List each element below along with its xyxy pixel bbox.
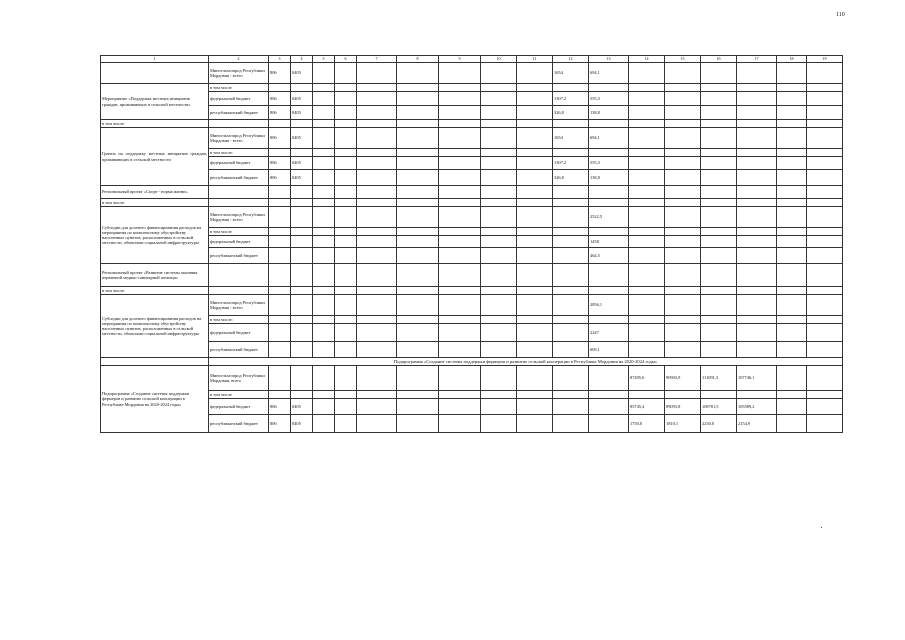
section-row: [101, 358, 843, 366]
table-row: [101, 157, 843, 170]
cell-value: 90903,9: [665, 366, 701, 391]
table-row: [101, 248, 843, 264]
cell-value: 1654: [553, 128, 589, 149]
cell-source: Минсельхозпрод Республики Мордовия - всего: [209, 63, 269, 84]
cell-value: 694,1: [589, 128, 629, 149]
cell-code: 0405: [291, 128, 313, 149]
header-cell: 2: [209, 56, 269, 63]
header-cell: 12: [553, 56, 589, 63]
page-number: 110: [836, 12, 845, 18]
cell-source: Минсельхозпрод Республики Мордовия - всего: [209, 295, 269, 316]
table-row: [101, 120, 843, 128]
cell-value: 1458: [589, 236, 629, 248]
cell-source: федеральный бюджет: [209, 92, 269, 106]
cell-value: 555,3: [589, 157, 629, 170]
header-cell: 5: [313, 56, 335, 63]
header-cell: 18: [777, 56, 807, 63]
cell-source: федеральный бюджет: [209, 324, 269, 342]
cell-description: Подпрограмма «Создание системы поддержки фермеров и развитие сельской кооперации в Республике Мордовия на 2020-2024 годы»: [101, 366, 209, 433]
cell-value: 464,5: [589, 248, 629, 264]
cell-value: 87495,6: [629, 366, 665, 391]
cell-value: 609,1: [589, 342, 629, 358]
cell-source: Минсельхозпрод Республики Мордовия - всего: [209, 207, 269, 228]
cell-value: 138,8: [589, 170, 629, 186]
cell-code: 806: [269, 63, 291, 84]
table-row: [101, 84, 843, 92]
table-row: [101, 287, 843, 295]
cell-value: 108781,5: [701, 399, 737, 415]
table-row: [101, 391, 843, 399]
header-cell: 14: [629, 56, 665, 63]
table-row: [101, 324, 843, 342]
cell-source: республиканский бюджет: [209, 106, 269, 120]
cell-source: республиканский бюджет: [209, 415, 269, 433]
cell-value: 326,8: [553, 106, 589, 120]
header-cell: 19: [807, 56, 843, 63]
cell-value: 694,1: [589, 63, 629, 84]
table-row: [101, 236, 843, 248]
cell-source: республиканский бюджет: [209, 170, 269, 186]
cell-value: 2522,5: [589, 207, 629, 228]
header-cell: 11: [517, 56, 553, 63]
cell-code: 0405: [291, 92, 313, 106]
cell-source: федеральный бюджет: [209, 236, 269, 248]
cell-source: федеральный бюджет: [209, 399, 269, 415]
header-cell: 17: [737, 56, 777, 63]
table-row: [101, 106, 843, 120]
header-row: [101, 56, 843, 63]
cell-code: 0405: [291, 106, 313, 120]
table-row: [101, 399, 843, 415]
table-row: [101, 228, 843, 236]
cell-source: в том числе: [209, 391, 269, 399]
cell-code: 806: [269, 128, 291, 149]
cell-description: Субсидии для долевого финансирования расходов на мероприятия по комплексному обустройству населенных пунктов, расположенных в сельской местности, объектами социальной инфраструктуры: [101, 207, 209, 264]
cell-source: в том числе:: [209, 316, 269, 324]
header-cell: 4: [291, 56, 313, 63]
cell-value: 1307,2: [553, 157, 589, 170]
header-cell: 9: [439, 56, 481, 63]
cell-value: 1307,2: [553, 92, 589, 106]
cell-description: в том числе:: [101, 120, 209, 128]
cell-source: в том числе:: [209, 149, 269, 157]
table-row: [101, 128, 843, 149]
cell-description: Региональный проект «Спорт - норма жизни»: [101, 186, 209, 199]
cell-value: 2230,0: [701, 415, 737, 433]
cell-code: 0405: [291, 399, 313, 415]
cell-source: Минсельхозпрод Республики Мордовия, всего: [209, 366, 269, 391]
cell-value: 1750,0: [629, 415, 665, 433]
cell-code: 806: [269, 157, 291, 170]
cell-code: 0405: [291, 63, 313, 84]
table-row: [101, 342, 843, 358]
table-row: [101, 207, 843, 228]
cell-code: 806: [269, 106, 291, 120]
table-row: [101, 415, 843, 433]
cell-source: Минсельхозпрод Республики Мордовия - всего: [209, 128, 269, 149]
header-cell: 3: [269, 56, 291, 63]
table-row: [101, 366, 843, 391]
cell-code: 806: [269, 415, 291, 433]
table-row: [101, 63, 843, 84]
cell-code: 806: [269, 170, 291, 186]
cell-value: 89093,8: [665, 399, 701, 415]
budget-table: [100, 55, 843, 433]
cell-value: 555,3: [589, 92, 629, 106]
table-row: [101, 186, 843, 199]
cell-value: 2154,9: [737, 415, 777, 433]
cell-value: 2247: [589, 324, 629, 342]
table-row: [101, 149, 843, 157]
cell-description: Гранты на поддержку местных инициатив граждан, проживающих в сельской местности: [101, 128, 209, 186]
cell-source: республиканский бюджет: [209, 248, 269, 264]
cell-value: 105589,2: [737, 399, 777, 415]
table-row: [101, 264, 843, 287]
header-cell: 13: [589, 56, 629, 63]
speck-mark: [821, 527, 822, 528]
cell-code: 0405: [291, 415, 313, 433]
header-cell: 6: [335, 56, 357, 63]
cell-value: 138,8: [589, 106, 629, 120]
cell-description: Мероприятие «Поддержка местных инициатив граждан, проживающих в сельской местности»: [101, 84, 209, 120]
cell-value: 326,8: [553, 170, 589, 186]
header-cell: 16: [701, 56, 737, 63]
section-title: Подпрограмма «Создание системы поддержки фермеров и развитие сельской кооперации в Республике Мордовия на 2020-2024 годы»: [209, 358, 843, 366]
header-cell: 8: [397, 56, 439, 63]
cell-value: 85745,4: [629, 399, 665, 415]
cell-source: в том числе: [209, 84, 269, 92]
cell-description: в том числе:: [101, 199, 209, 207]
cell-value: 1810,1: [665, 415, 701, 433]
cell-value: 2856,1: [589, 295, 629, 316]
cell-description: в том числе:: [101, 287, 209, 295]
cell-code: 806: [269, 399, 291, 415]
cell-description: Субсидии для долевого финансирования расходов на мероприятия по комплексному обустройству населенных пунктов, расположенных в сельской местности, объектами социальной инфраструктуры: [101, 295, 209, 358]
table-row: [101, 92, 843, 106]
header-cell: 7: [357, 56, 397, 63]
table-row: [101, 199, 843, 207]
cell-source: республиканский бюджет: [209, 342, 269, 358]
cell-code: 806: [269, 92, 291, 106]
header-cell: 15: [665, 56, 701, 63]
cell-code: 0405: [291, 157, 313, 170]
table-row: [101, 170, 843, 186]
cell-value: 107746,1: [737, 366, 777, 391]
header-cell: 1: [101, 56, 209, 63]
table-row: [101, 316, 843, 324]
cell-code: 0405: [291, 170, 313, 186]
cell-source: федеральный бюджет: [209, 157, 269, 170]
header-cell: 10: [481, 56, 517, 63]
table-row: [101, 295, 843, 316]
cell-value: 1654: [553, 63, 589, 84]
cell-description: Региональный проект «Развитие системы оказания первичной медико-санитарной помощи»: [101, 264, 209, 287]
cell-value: 111091,3: [701, 366, 737, 391]
cell-source: в том числе: [209, 228, 269, 236]
